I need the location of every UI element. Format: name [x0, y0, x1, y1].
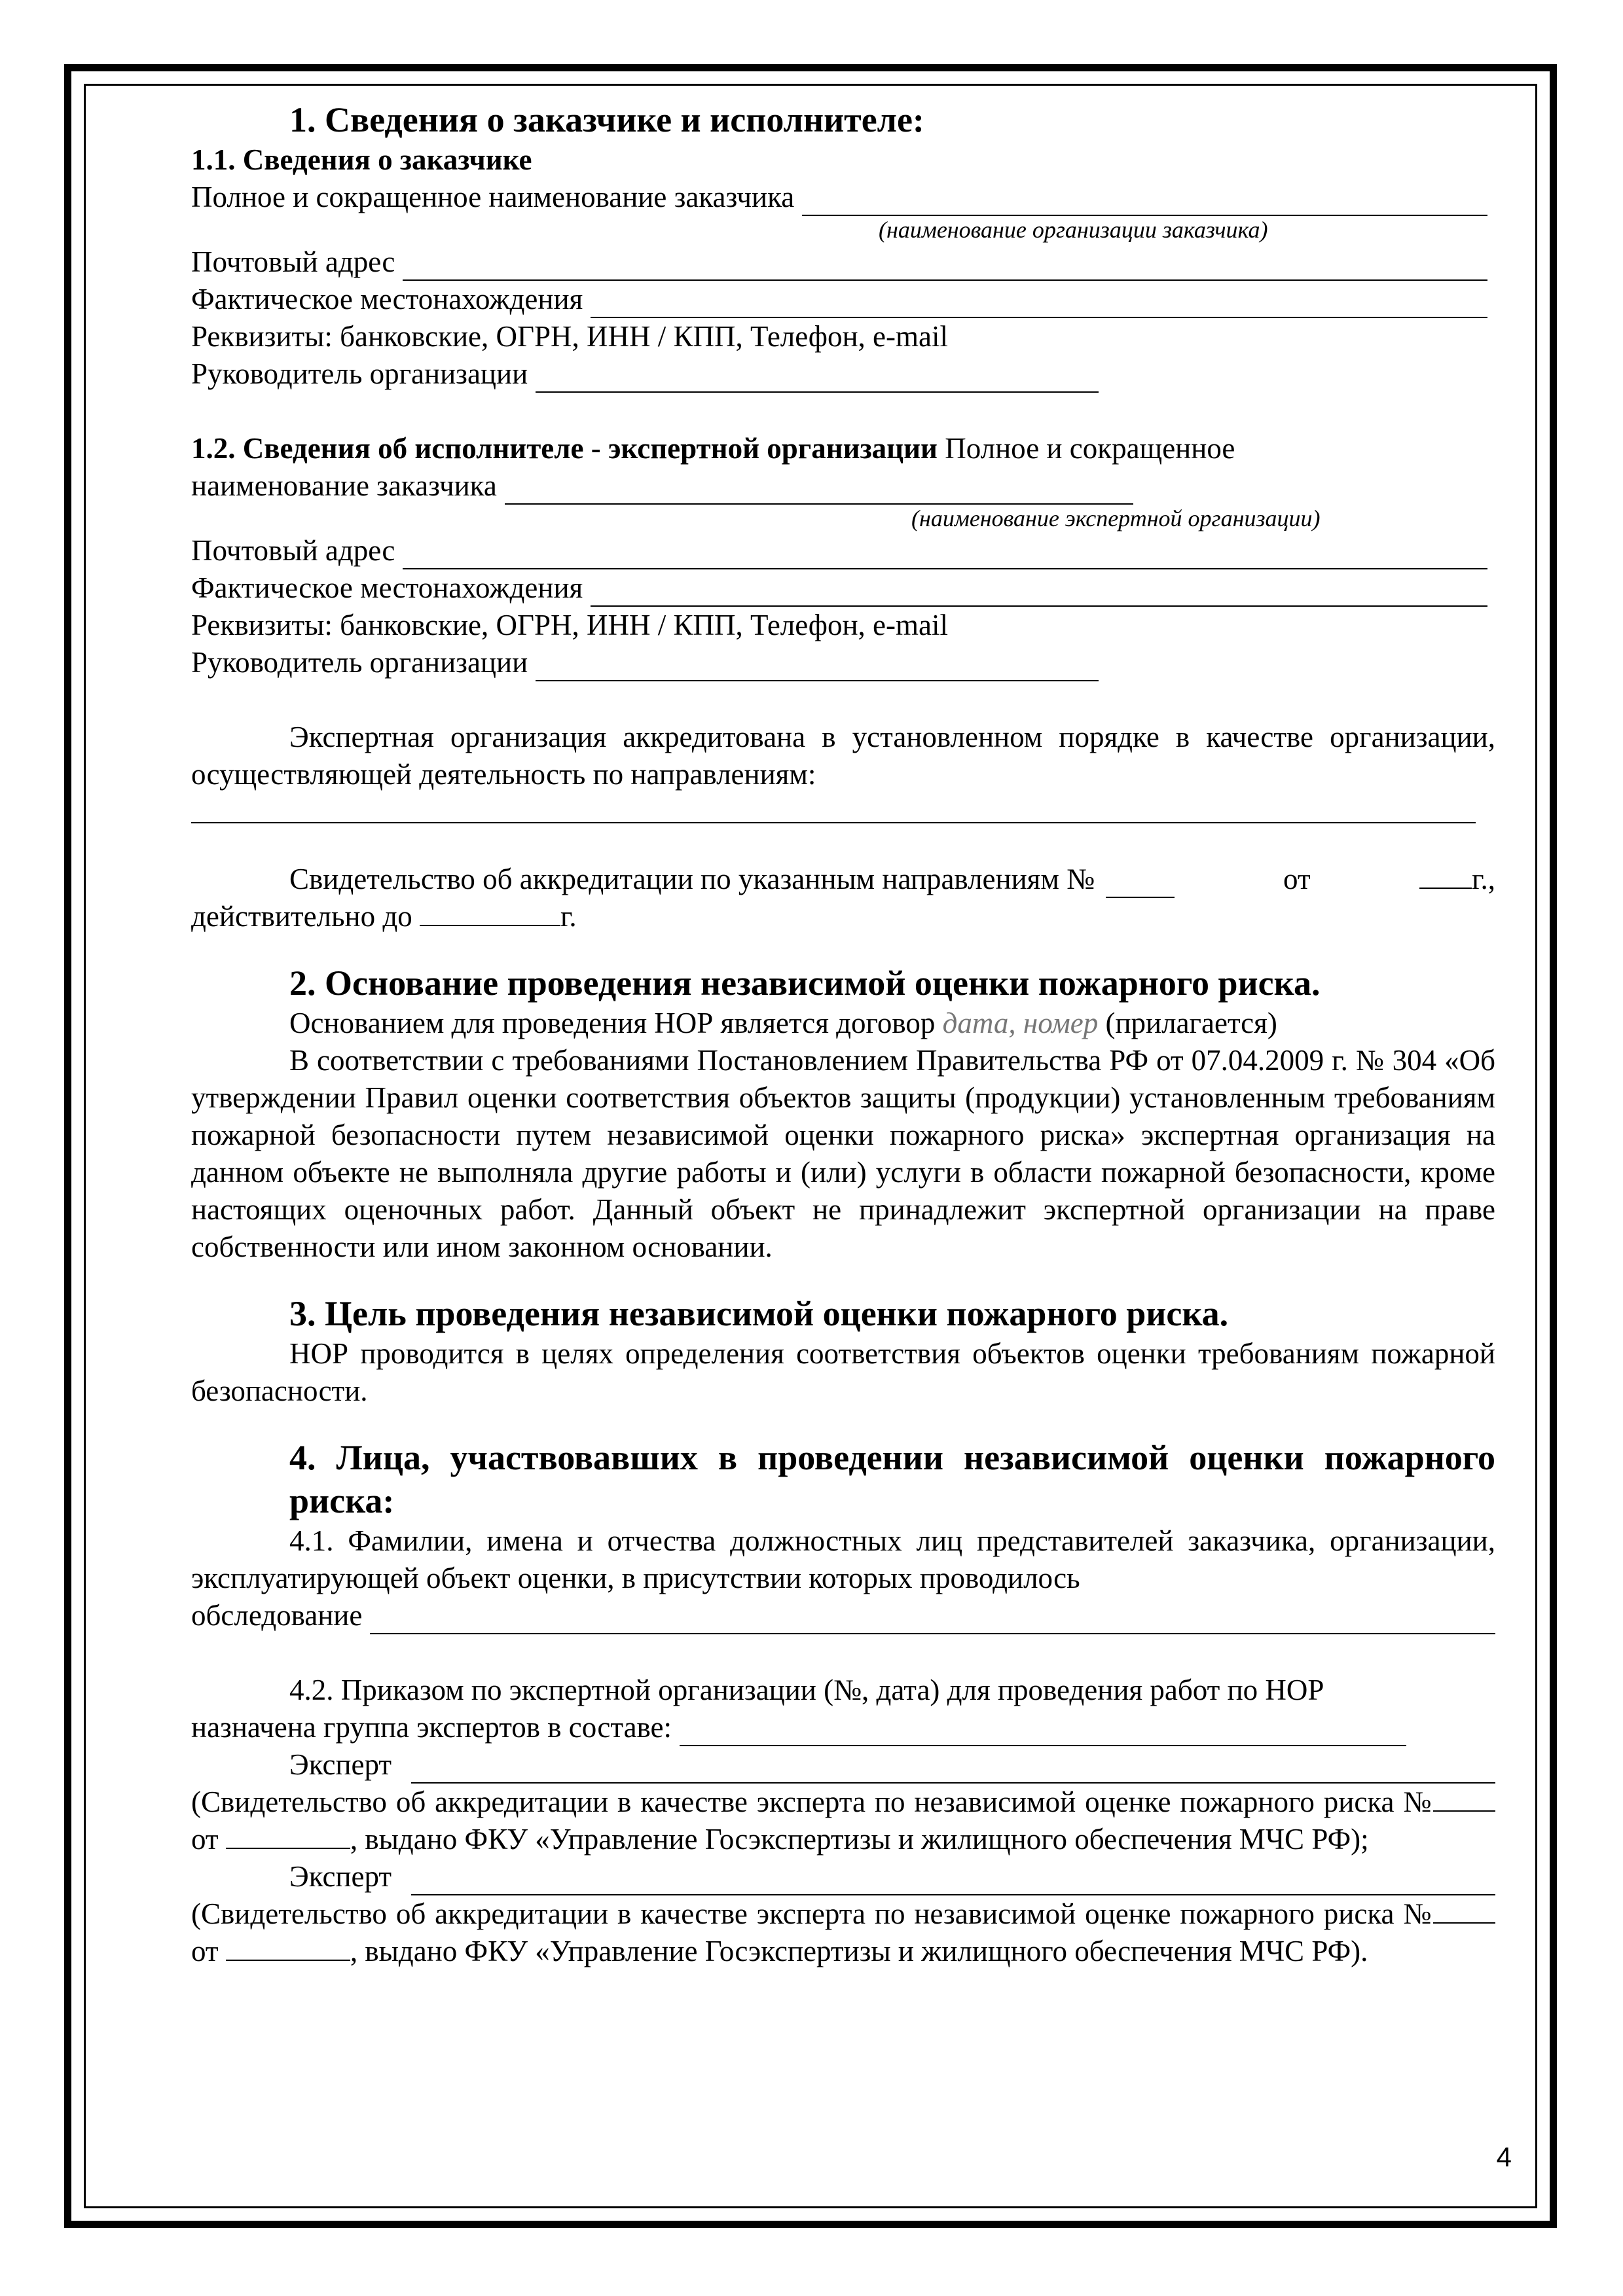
customer-postal-label: Почтовый адрес — [191, 245, 395, 278]
document-body — [191, 98, 1495, 1970]
section-4-1-para: 4.1. Фамилии, имена и отчества должностных лиц представителей заказчика, организации, эксплуатирующей объект оценки, в присутствии которых проводилось — [191, 1524, 1495, 1594]
expert-postal-row — [191, 532, 1495, 569]
section-2-para-1: Основанием для проведения НОР является договор дата, номер (прилагается) — [289, 1007, 1277, 1039]
expert-2-row — [191, 1858, 1495, 1895]
expert-requisites: Реквизиты: банковские, ОГРН, ИНН / КПП, Телефон, e-mail — [191, 609, 948, 641]
customer-head-label: Руководитель организации — [191, 357, 528, 390]
cert-valid-year: г. — [560, 900, 577, 933]
page-number: 4 — [1496, 2142, 1512, 2172]
cert-from: от — [1283, 863, 1311, 895]
expert-2-cert-date-blank[interactable] — [226, 1933, 350, 1961]
section-3-title: 3. Цель проведения независимой оценки пожарного риска. — [289, 1294, 1229, 1333]
subsection-1-2-title: 1.2. Сведения об исполнителе - экспертной организации — [191, 432, 938, 465]
customer-name-line[interactable] — [802, 186, 1487, 216]
customer-actual-label: Фактическое местонахождения — [191, 283, 583, 315]
expert-actual-row — [191, 569, 1495, 607]
expert-2-cert: (Свидетельство об аккредитации в качестве эксперта по независимой оценке пожарного риска № от , выдано ФКУ «Управление Госэкспертизы и жилищного обеспечения МЧС РФ). — [191, 1895, 1495, 1970]
expert-1-label: Эксперт — [289, 1748, 392, 1781]
contract-placeholder: дата, номер — [942, 1007, 1099, 1039]
customer-name-row — [191, 179, 1495, 216]
subsection-1-2-text: Полное и сокращенное — [937, 432, 1235, 465]
section-1-title: 1. Сведения о заказчике и исполнителе: — [289, 100, 924, 139]
customer-requisites: Реквизиты: банковские, ОГРН, ИНН / КПП, Телефон, e-mail — [191, 320, 948, 353]
expert-postal-line[interactable] — [403, 539, 1487, 569]
expert-org-name-row — [191, 467, 1495, 505]
subsection-1-2 — [191, 430, 1495, 467]
expert-org-name-note: (наименование экспертной организации) — [911, 505, 1321, 531]
inspection-label: обследование — [191, 1599, 363, 1632]
expert-2-label: Эксперт — [289, 1860, 392, 1893]
expert-group-row — [191, 1709, 1495, 1746]
section-2-para-2: В соответствии с требованиями Постановлением Правительства РФ от 07.04.2009 г. № 304 «Об утверждении Правил оценки соответствия объектов защиты (продукции) установленным требованиям пожарной безопасности путем независимой оценки пожарного риска» экспертная организация на данном объекте не выполняла другие работы и (или) услуги в области пожарной безопасности, кроме настоящих оценочных работ. Данный объект не принадлежит экспертной организации на праве собственности или ином законном основании. — [191, 1044, 1495, 1263]
expert-head-label: Руководитель организации — [191, 646, 528, 679]
expert-head-line[interactable] — [536, 651, 1099, 681]
customer-name-label: Полное и сокращенное наименование заказчика — [191, 181, 795, 213]
accreditation-directions-line[interactable] — [191, 793, 1476, 823]
expert-group-label: назначена группа экспертов в составе: — [191, 1711, 672, 1744]
customer-postal-row — [191, 243, 1495, 281]
customer-name-note: (наименование организации заказчика) — [879, 217, 1268, 243]
cert-date-blank[interactable] — [1419, 861, 1472, 889]
inspection-persons-row — [191, 1597, 1495, 1634]
expert-org-name-line[interactable] — [505, 475, 1133, 505]
accreditation-paragraph: Экспертная организация аккредитована в установленном порядке в качестве организации, осуществляющей деятельность по направлениям: — [191, 721, 1495, 791]
section-4-title: 4. Лица, участвовавших в проведении независимой оценки пожарного риска: — [289, 1438, 1495, 1520]
cert-text: Свидетельство об аккредитации по указанным направлениям № — [289, 863, 1095, 895]
expert-1-cert: (Свидетельство об аккредитации в качестве эксперта по независимой оценке пожарного риска № от , выдано ФКУ «Управление Госэкспертизы и жилищного обеспечения МЧС РФ); — [191, 1784, 1495, 1858]
cert-number-blank[interactable] — [1106, 870, 1175, 898]
cert-valid-blank[interactable] — [420, 899, 560, 926]
customer-postal-line[interactable] — [403, 251, 1487, 281]
expert-1-cert-number-blank[interactable] — [1433, 1784, 1495, 1812]
customer-actual-row — [191, 281, 1495, 318]
subsection-1-1-title: 1.1. Сведения о заказчике — [191, 143, 532, 176]
cert-year: г., — [1472, 863, 1495, 895]
expert-group-line[interactable] — [680, 1716, 1406, 1746]
expert-1-cert-date-blank[interactable] — [226, 1821, 350, 1849]
section-3-para: НОР проводится в целях определения соответствия объектов оценки требованиям пожарной безопасности. — [191, 1337, 1495, 1407]
section-2-title: 2. Основание проведения независимой оценки пожарного риска. — [289, 963, 1321, 1003]
accreditation-directions-row — [191, 793, 1495, 823]
inspection-persons-line[interactable] — [370, 1604, 1495, 1634]
cert-valid-until: действительно до — [191, 900, 412, 933]
accreditation-cert-line1 — [191, 861, 1495, 898]
expert-head-row — [191, 644, 1495, 681]
expert-org-name-label: наименование заказчика — [191, 469, 497, 502]
customer-head-line[interactable] — [536, 363, 1099, 393]
customer-actual-line[interactable] — [591, 288, 1487, 318]
customer-head-row — [191, 355, 1495, 393]
expert-actual-line[interactable] — [591, 577, 1487, 607]
section-4-2-para: 4.2. Приказом по экспертной организации (№, дата) для проведения работ по НОР — [289, 1674, 1324, 1706]
expert-1-row — [191, 1746, 1495, 1784]
expert-actual-label: Фактическое местонахождения — [191, 571, 583, 604]
accreditation-cert-line2 — [191, 898, 1495, 935]
expert-postal-label: Почтовый адрес — [191, 534, 395, 567]
expert-2-line[interactable] — [411, 1865, 1495, 1895]
expert-1-line[interactable] — [411, 1753, 1495, 1784]
expert-2-cert-number-blank[interactable] — [1433, 1896, 1495, 1924]
